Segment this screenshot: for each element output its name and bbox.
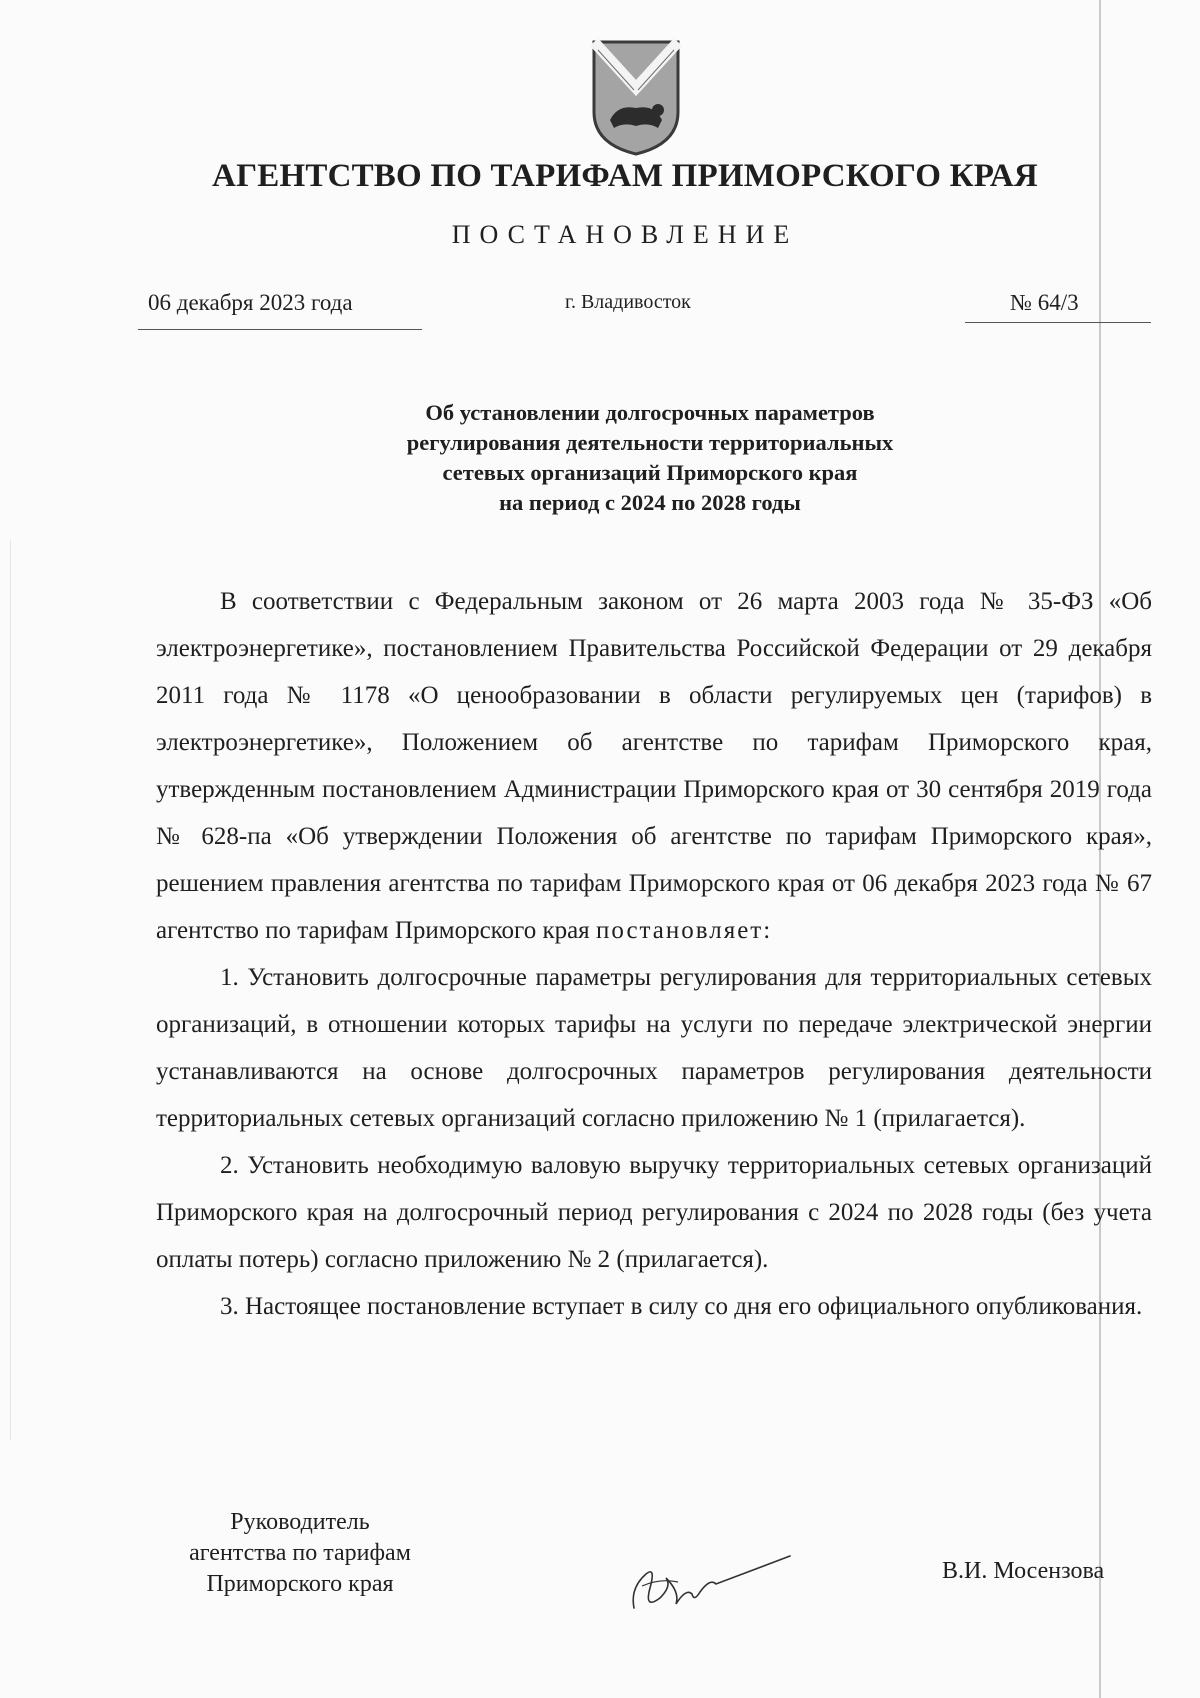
resolves-word: постановляет: (595, 917, 773, 944)
number-underline (965, 322, 1151, 323)
item-3-paragraph: 3. Настоящее постановление вступает в силу со дня его официального опубликования. (220, 1293, 1143, 1320)
item-2-paragraph: 2. Установить необходимую валовую выручку территориальных сетевых организаций Приморского края на долгосрочный период регулирования с 2024 по 2028 годы (без учета оплаты потерь) согласно приложению № 2 (прилагается). (156, 1152, 1152, 1273)
document-number: № 64/3 (1010, 290, 1079, 315)
title-line: сетевых организаций Приморского края (442, 460, 858, 485)
document-city: г. Владивосток (565, 291, 691, 313)
item-1-paragraph: 1. Установить долгосрочные параметры регулирования для территориальных сетевых организаций, в отношении которых тарифы на услуги по передаче электрической энергии устанавливаются на основе долгосрочных параметров регулирования деятельности территориальных сетевых организаций согласно приложению № 1 (прилагается). (156, 964, 1152, 1132)
preamble-paragraph (156, 578, 1152, 954)
agency-name: АГЕНТСТВО ПО ТАРИФАМ ПРИМОРСКОГО КРАЯ (212, 158, 1038, 194)
signer-position-line: Приморского края (206, 1571, 394, 1597)
title-line: на период с 2024 по 2028 годы (499, 490, 801, 515)
coat-of-arms-icon (588, 36, 684, 158)
signer-position (130, 1507, 470, 1600)
document-date: 06 декабря 2023 года (148, 290, 353, 315)
signer-name: В.И. Мосензова (942, 1558, 1105, 1584)
handwritten-signature-icon (620, 1548, 800, 1618)
signer-position-line: агентства по тарифам (189, 1540, 411, 1566)
title-line: регулирования деятельности территориальных (406, 430, 894, 455)
title-line: Об установлении долгосрочных параметров (425, 400, 875, 425)
date-underline (138, 329, 422, 330)
preamble-text: В соответствии с Федеральным законом от 26 марта 2003 года № 35-ФЗ «Об электроэнергетике», постановлением Правительства Российской Федерации от 29 декабря 2011 года № 1178 «О ценообразовании в области регулируемых цен (тарифов) в электроэнергетике», Положением об агентстве по тарифам Приморского края, утвержденным постановлением Администрации Приморского края от 30 сентября 2019 года № 628-па «Об утверждении Положения об агентстве по тарифам Приморского края», решением правления агентства по тарифам Приморского края от 06 декабря 2023 года № 67 агентство по тарифам Приморского края (156, 588, 1152, 944)
signer-position-line: Руководитель (230, 1509, 370, 1535)
document-body (156, 578, 1152, 1330)
scan-edge-line (10, 540, 11, 1440)
document-type: ПОСТАНОВЛЕНИЕ (451, 220, 799, 249)
document-title (200, 398, 1100, 518)
